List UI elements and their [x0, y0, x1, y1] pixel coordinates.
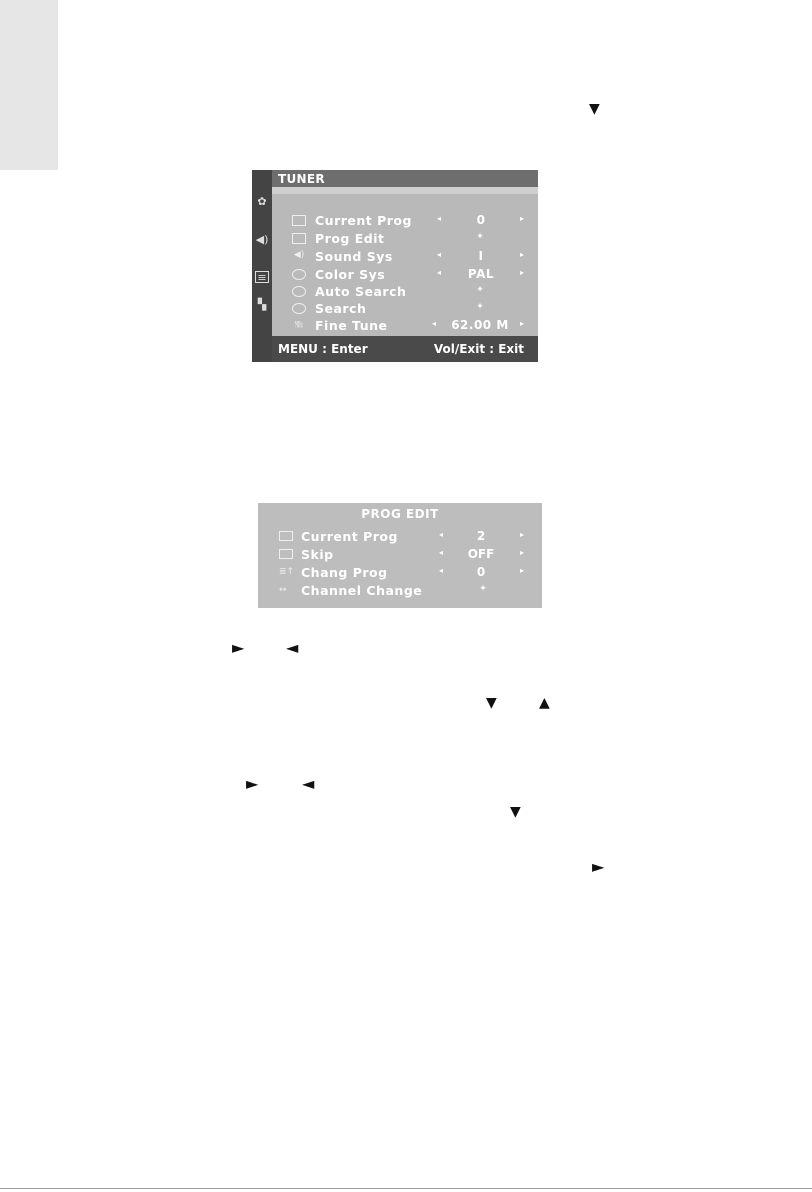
left-arrow-icon[interactable]: ◂ [437, 268, 442, 277]
sound-category-icon[interactable]: ◀) [255, 233, 269, 246]
item-label: Sound Sys [315, 249, 393, 264]
left-arrow-icon: ◄ [302, 774, 315, 793]
right-arrow-icon: ► [232, 638, 245, 657]
menu-item-sound-sys[interactable] [252, 249, 538, 265]
side-tab-marker [0, 0, 58, 170]
item-label: Fine Tune [315, 318, 388, 333]
enter-icon[interactable]: ✦ [476, 285, 484, 295]
right-arrow-icon[interactable]: ▸ [520, 530, 525, 539]
item-label: Chang Prog [301, 565, 388, 580]
item-value: 0 [476, 565, 486, 579]
color-icon [292, 269, 306, 280]
program-icon [279, 531, 293, 541]
enter-icon[interactable]: ✦ [479, 584, 487, 594]
menu-item-current-prog[interactable] [252, 213, 538, 229]
speaker-icon: ◀) [293, 250, 305, 260]
menu-item-skip[interactable] [258, 547, 542, 563]
search-icon [292, 303, 306, 314]
right-arrow-icon[interactable]: ▸ [520, 566, 525, 575]
menu-item-chang-prog[interactable] [258, 565, 542, 581]
right-arrow-icon[interactable]: ▸ [520, 268, 525, 277]
prog-edit-menu [258, 503, 542, 608]
skip-icon [279, 549, 293, 559]
right-arrow-icon[interactable]: ▸ [520, 319, 525, 328]
item-label: Search [315, 301, 367, 316]
tuner-category-icon[interactable]: ▚ [257, 298, 267, 311]
bottom-rule [0, 1188, 812, 1189]
item-label: Color Sys [315, 267, 386, 282]
item-label: Channel Change [301, 583, 423, 598]
item-value: 0 [476, 213, 486, 227]
menu-item-fine-tune[interactable] [252, 318, 538, 334]
left-arrow-icon[interactable]: ◂ [437, 250, 442, 259]
footer-hint-exit: Vol/Exit : Exit [433, 342, 524, 356]
up-arrow-icon: ▲ [539, 695, 550, 711]
left-arrow-icon: ◄ [286, 638, 299, 657]
menu-item-search[interactable] [252, 298, 538, 317]
item-label: Current Prog [301, 529, 398, 544]
right-arrow-icon: ► [246, 774, 259, 793]
left-arrow-icon[interactable]: ◂ [439, 530, 444, 539]
swap-icon: ↔ [279, 585, 287, 595]
item-value: 62.00 M [451, 318, 509, 332]
auto-search-icon [292, 286, 306, 297]
item-label: Prog Edit [315, 231, 385, 246]
down-arrow-icon: ▼ [510, 804, 521, 820]
change-prog-icon: ≣↑ [279, 567, 295, 577]
edit-icon [292, 233, 306, 244]
left-arrow-icon[interactable]: ◂ [437, 214, 442, 223]
footer-hint-enter: MENU : Enter [278, 342, 368, 356]
item-value: I [478, 249, 484, 263]
menu-item-color-sys[interactable] [252, 267, 538, 283]
menu-title: PROG EDIT [361, 507, 439, 521]
menu-item-current-prog[interactable] [258, 529, 542, 545]
tuner-menu [252, 170, 538, 362]
right-arrow-icon[interactable]: ▸ [520, 548, 525, 557]
left-arrow-icon[interactable]: ◂ [439, 548, 444, 557]
program-icon [292, 215, 306, 226]
mhz-icon: ㎒ [295, 320, 303, 329]
right-arrow-icon: ► [592, 857, 605, 876]
menu-item-channel-change[interactable] [258, 583, 542, 599]
item-value: 2 [476, 529, 486, 543]
down-arrow-icon: ▼ [589, 101, 600, 117]
left-arrow-icon[interactable]: ◂ [432, 319, 437, 328]
item-value: PAL [467, 267, 495, 281]
enter-icon[interactable]: ✦ [476, 232, 484, 242]
down-arrow-icon: ▼ [486, 695, 497, 711]
item-label: Skip [301, 547, 334, 562]
menu-item-prog-edit[interactable] [252, 231, 538, 247]
menu-title: TUNER [278, 172, 325, 186]
function-category-icon[interactable]: ≡ [255, 271, 269, 283]
item-label: Current Prog [315, 213, 412, 228]
picture-category-icon[interactable]: ✿ [257, 195, 267, 208]
item-label: Auto Search [315, 284, 407, 299]
right-arrow-icon[interactable]: ▸ [520, 214, 525, 223]
item-value: OFF [467, 547, 495, 561]
title-separator [272, 187, 538, 194]
left-arrow-icon[interactable]: ◂ [439, 566, 444, 575]
enter-icon[interactable]: ✦ [476, 302, 484, 312]
right-arrow-icon[interactable]: ▸ [520, 250, 525, 259]
menu-item-auto-search[interactable] [252, 284, 538, 300]
